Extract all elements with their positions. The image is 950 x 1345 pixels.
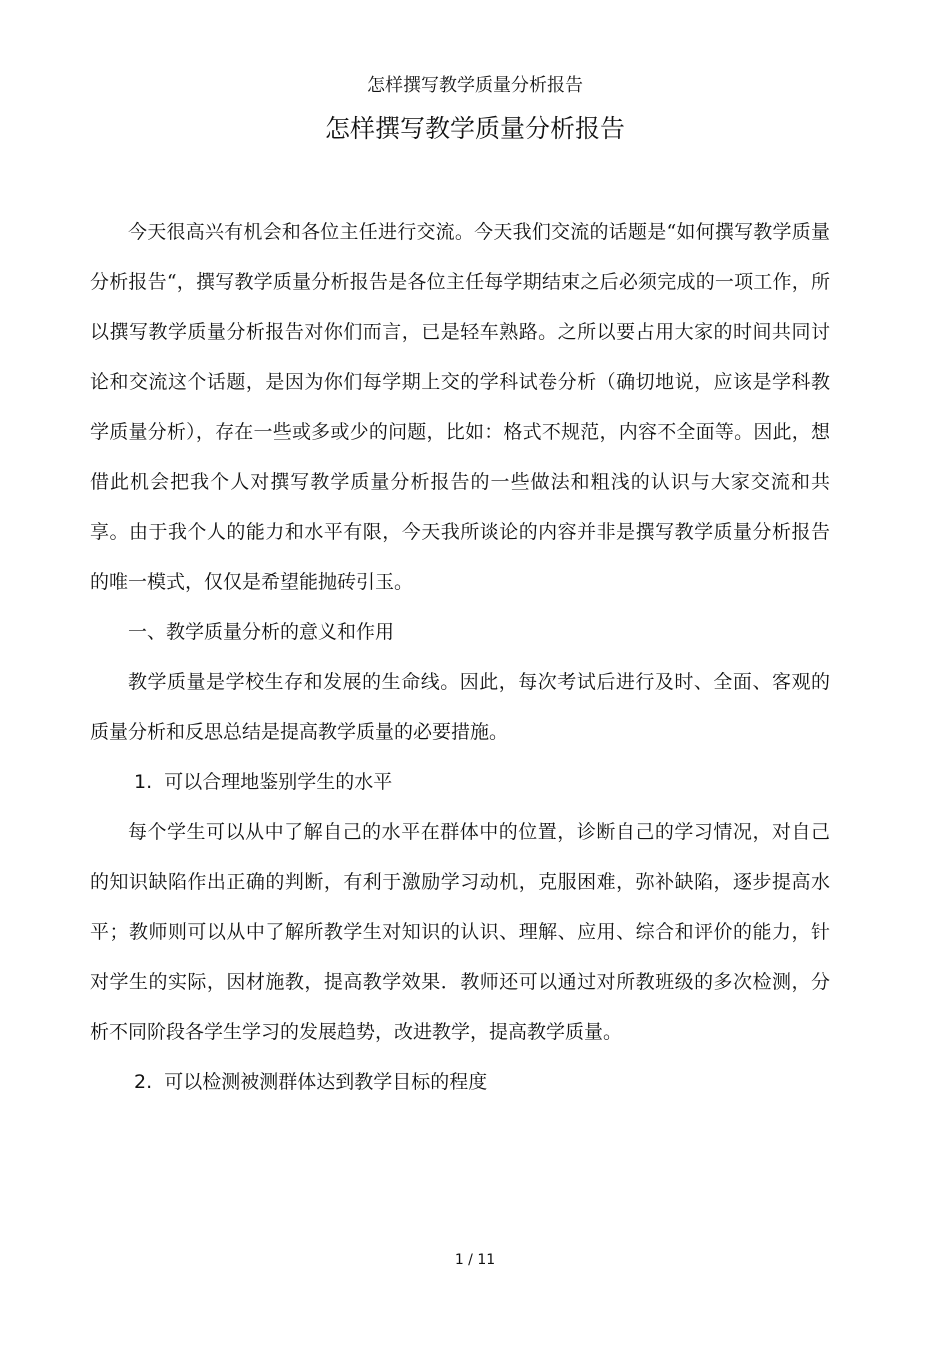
section-paragraph: 教学质量是学校生存和发展的生命线。因此，每次考试后进行及时、全面、客观的质量分析和反思总结是提高教学质量的必要措施。 [90, 671, 830, 743]
page-number: 1 / 11 [454, 1252, 496, 1268]
numbered-heading-2 [90, 1057, 830, 1107]
item-heading-text: 可以合理地鉴别学生的水平 [164, 771, 393, 793]
section-heading: 一、教学质量分析的意义和作用 [128, 621, 395, 643]
page-title: 怎样撰写教学质量分析报告 [324, 114, 625, 143]
item-number: 1. [134, 771, 153, 793]
intro-paragraph: 今天很高兴有机会和各位主任进行交流。今天我们交流的话题是“如何撰写教学质量分析报告“，撰写教学质量分析报告是各位主任每学期结束之后必须完成的一项工作，所以撰写教学质量分析报告对你们而言，已是轻车熟路。之所以要占用大家的时间共同讨论和交流这个话题，是因为你们每学期上交的学科试卷分析（确切地说，应该是学科教学质量分析），存在一些或多或少的问题，比如：格式不规范，内容不全面等。因此，想借此机会把我个人对撰写教学质量分析报告的一些做法和粗浅的认识与大家交流和共享。由于我个人的能力和水平有限，今天我所谈论的内容并非是撰写教学质量分析报告的唯一模式，仅仅是希望能抛砖引玉。 [90, 221, 830, 593]
document-body [90, 207, 830, 1107]
item-heading-text: 可以检测被测群体达到教学目标的程度 [164, 1071, 488, 1093]
item-paragraph: 每个学生可以从中了解自己的水平在群体中的位置，诊断自己的学习情况，对自己的知识缺陷作出正确的判断，有利于激励学习动机，克服困难，弥补缺陷，逐步提高水平；教师则可以从中了解所教学生对知识的认识、理解、应用、综合和评价的能力，针对学生的实际，因材施教，提高教学效果．教师还可以通过对所教班级的多次检测，分析不同阶段各学生学习的发展趋势，改进教学，提高教学质量。 [90, 821, 830, 1043]
numbered-heading-1 [90, 757, 830, 807]
running-header-title: 怎样撰写教学质量分析报告 [367, 75, 583, 96]
item-number: 2. [134, 1071, 153, 1093]
